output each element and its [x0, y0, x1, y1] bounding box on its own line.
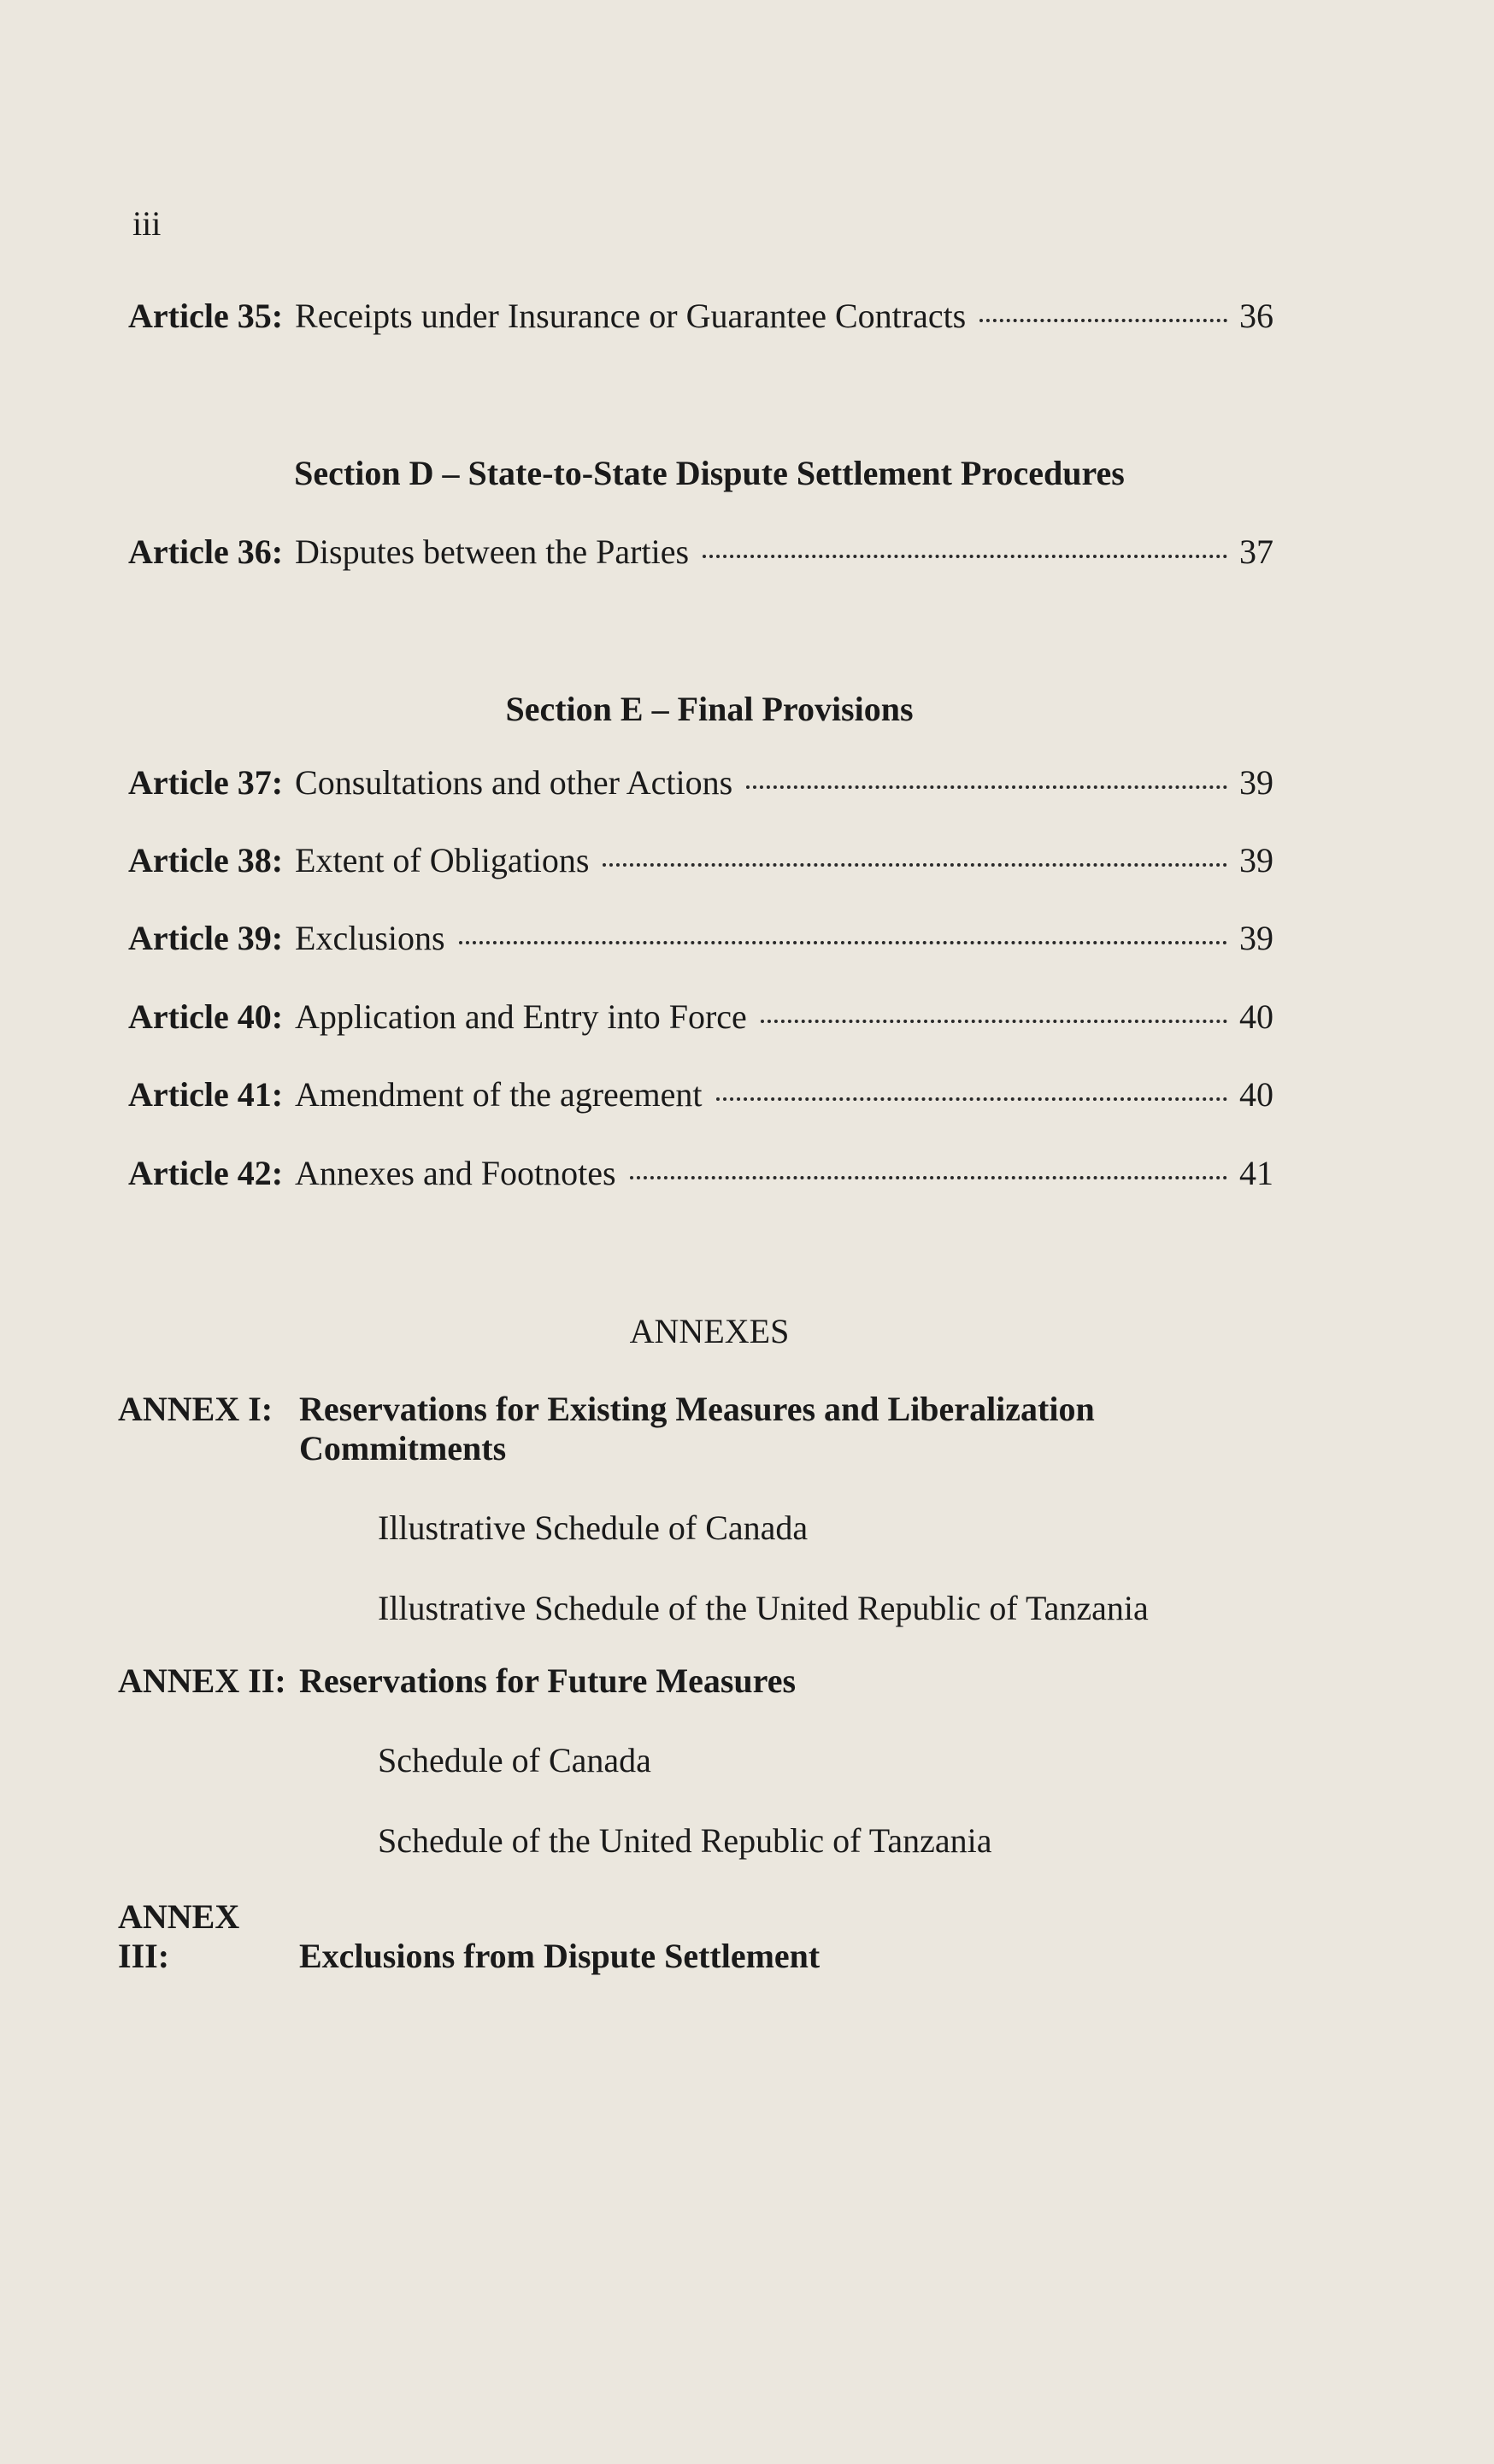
toc-entry-label: Article 36: [128, 532, 284, 571]
toc-entry-page: 41 [1239, 1154, 1273, 1192]
toc-entry-page: 39 [1239, 919, 1273, 957]
toc-entry-title: Annexes and Footnotes [295, 1154, 616, 1192]
section-d-heading: Section D – State-to-State Dispute Settlement Procedures [294, 454, 1125, 492]
toc-entry-title: Extent of Obligations [295, 841, 590, 879]
annex-2-heading [118, 1661, 796, 1701]
schedule-item: Schedule of the United Republic of Tanzania [378, 1821, 992, 1860]
toc-entry-page: 40 [1239, 997, 1273, 1036]
dot-leader [459, 941, 1227, 944]
toc-entry-article-42 [128, 1153, 1273, 1194]
toc-entry-label: Article 41: [128, 1075, 284, 1114]
toc-entry-page: 40 [1239, 1075, 1273, 1114]
dot-leader [979, 319, 1227, 322]
toc-entry-title: Amendment of the agreement [295, 1075, 703, 1114]
annex-title-continuation: Commitments [299, 1429, 507, 1467]
schedule-item: Illustrative Schedule of the United Republic of Tanzania [378, 1589, 1149, 1627]
annex-title: Reservations for Future Measures [299, 1661, 797, 1700]
toc-entry-article-40 [128, 997, 1273, 1038]
toc-entry-label: Article 40: [128, 997, 284, 1036]
toc-entry-page: 36 [1239, 297, 1273, 335]
toc-entry-label: Article 38: [128, 841, 284, 879]
dot-leader [703, 555, 1227, 558]
dot-leader [761, 1020, 1227, 1023]
toc-entry-label: Article 42: [128, 1154, 284, 1192]
toc-entry-title: Consultations and other Actions [295, 763, 733, 802]
dot-leader [603, 863, 1227, 867]
toc-entry-page: 37 [1239, 532, 1273, 571]
annex-label: ANNEX I: [118, 1390, 274, 1428]
toc-entry-article-41 [128, 1074, 1273, 1115]
toc-entry-article-35 [128, 296, 1273, 337]
schedule-item: Illustrative Schedule of Canada [378, 1508, 809, 1547]
dot-leader [716, 1097, 1228, 1101]
toc-entry-label: Article 39: [128, 919, 284, 957]
toc-entry-label: Article 35: [128, 297, 284, 335]
annex-1-heading [118, 1390, 1095, 1468]
toc-entry-title: Exclusions [295, 919, 445, 957]
toc-entry-page: 39 [1239, 763, 1273, 802]
toc-entry-article-37 [128, 762, 1273, 803]
schedule-item: Schedule of Canada [378, 1741, 651, 1779]
toc-entry-title: Receipts under Insurance or Guarantee Contracts [295, 297, 967, 335]
toc-entry-article-39 [128, 918, 1273, 959]
dot-leader [630, 1176, 1227, 1179]
toc-entry-title: Application and Entry into Force [295, 997, 747, 1036]
toc-entry-page: 39 [1239, 841, 1273, 879]
toc-entry-title: Disputes between the Parties [295, 532, 690, 571]
toc-entry-article-36 [128, 532, 1273, 573]
toc-entry-article-38 [128, 840, 1273, 881]
annex-3-heading [118, 1897, 820, 1976]
toc-entry-label: Article 37: [128, 763, 284, 802]
annex-title: Exclusions from Dispute Settlement [299, 1937, 821, 1975]
section-e-heading: Section E – Final Provisions [505, 690, 914, 728]
page-number: iii [132, 204, 162, 243]
annex-label: ANNEX II: [118, 1661, 286, 1700]
annex-label: ANNEX III: [118, 1897, 240, 1975]
annexes-heading: ANNEXES [629, 1312, 790, 1350]
annex-title: Reservations for Existing Measures and Liberalization [299, 1390, 1095, 1428]
dot-leader [746, 785, 1227, 789]
